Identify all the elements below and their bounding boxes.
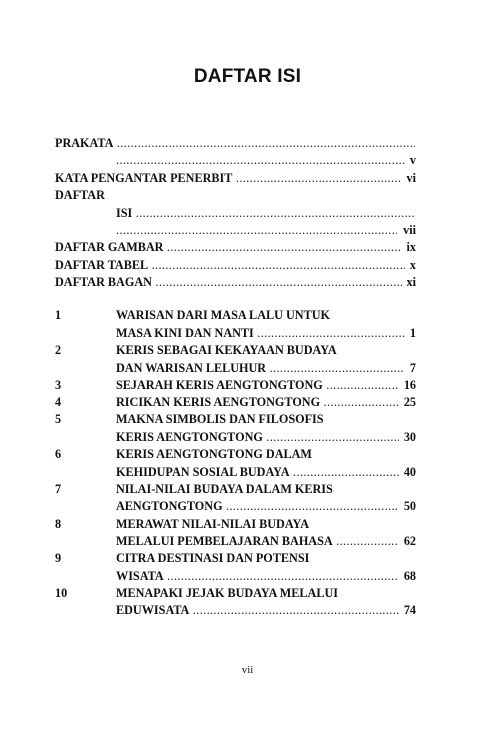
chapter-title: MENAPAKI JEJAK BUDAYA MELALUI	[116, 586, 338, 600]
chapter-title: MERAWAT NILAI-NILAI BUDAYA	[116, 517, 310, 531]
toc-entry-label: DAFTAR	[55, 188, 105, 202]
toc-page-number: 50	[399, 498, 416, 514]
toc-page-number: 30	[399, 429, 416, 445]
toc-entry-kata-pengantar[interactable]	[55, 170, 405, 186]
toc-page-number: vii	[397, 222, 416, 238]
toc-page-number: vi	[400, 170, 416, 186]
chapter-title-line[interactable]	[116, 394, 401, 410]
chapter-title-line[interactable]	[116, 481, 416, 497]
chapter-number: 7	[55, 482, 62, 496]
toc-entry-label: KATA PENGANTAR PENERBIT	[55, 171, 233, 185]
chapter-title: NILAI-NILAI BUDAYA DALAM KERIS	[116, 482, 333, 496]
chapter-title-line[interactable]	[116, 446, 416, 462]
chapter-number: 8	[55, 517, 62, 531]
toc-entry-daftar[interactable]	[55, 187, 175, 203]
chapter-title: EDUWISATA	[116, 603, 190, 617]
toc-page-number: 62	[399, 533, 416, 549]
chapter-title-line-2[interactable]	[116, 568, 401, 584]
chapter-title-line[interactable]	[116, 411, 416, 427]
toc-page-number: 25	[399, 394, 416, 410]
toc-entry-daftar-bagan[interactable]	[55, 274, 405, 290]
chapter-number: 2	[55, 343, 62, 357]
chapter-title-line[interactable]	[116, 342, 416, 358]
chapter-title: MASA KINI DAN NANTI	[116, 326, 254, 340]
toc-page-number: v	[405, 152, 416, 168]
toc-entry-isi[interactable]	[116, 205, 415, 221]
chapter-number: 1	[55, 308, 62, 322]
page-number-footer: vii	[241, 664, 254, 676]
chapter-title: RICIKAN KERIS AENGTONGTONG	[116, 395, 321, 409]
chapter-title-line-2[interactable]	[116, 325, 408, 341]
toc-page-number: 16	[399, 377, 416, 393]
toc-entry-isi-cont[interactable]	[116, 222, 398, 238]
chapter-title: KERIS AENGTONGTONG DALAM	[116, 447, 312, 461]
toc-entry-label: DAFTAR BAGAN	[55, 275, 152, 289]
chapter-title-line-2[interactable]	[116, 464, 401, 480]
toc-entry-label: ISI	[116, 206, 133, 220]
chapter-number: 5	[55, 412, 62, 426]
chapter-title-line[interactable]	[116, 550, 416, 566]
toc-entry-label: DAFTAR GAMBAR	[55, 240, 164, 254]
toc-page-number: ix	[402, 239, 416, 255]
toc-page-number: x	[405, 257, 416, 273]
toc-entry-daftar-tabel[interactable]	[55, 257, 408, 273]
toc-page-number: xi	[402, 274, 416, 290]
chapter-title-line-2[interactable]	[116, 360, 408, 376]
toc-page-number: 1	[405, 325, 416, 341]
toc-entry-label: DAFTAR TABEL	[55, 258, 149, 272]
toc-page-number: 74	[399, 602, 416, 618]
chapter-title: KERIS SEBAGAI KEKAYAAN BUDAYA	[116, 343, 337, 357]
chapter-title-line[interactable]	[116, 585, 416, 601]
chapter-number: 6	[55, 447, 62, 461]
chapter-title: WISATA	[116, 569, 164, 583]
toc-page-number: 40	[399, 464, 416, 480]
chapter-title-line[interactable]	[116, 377, 401, 393]
chapter-title: KEHIDUPAN SOSIAL BUDAYA	[116, 465, 290, 479]
chapter-number: 10	[55, 586, 68, 600]
chapter-title: CITRA DESTINASI DAN POTENSI	[116, 551, 310, 565]
chapter-title-line-2[interactable]	[116, 602, 401, 618]
chapter-title-line[interactable]	[116, 516, 416, 532]
chapter-number: 9	[55, 551, 62, 565]
toc-entry-daftar-gambar[interactable]	[55, 239, 405, 255]
toc-page-number: 68	[399, 568, 416, 584]
chapter-number: 4	[55, 395, 62, 409]
chapter-title: MELALUI PEMBELAJARAN BAHASA	[116, 534, 333, 548]
chapter-number: 3	[55, 378, 62, 392]
toc-entry-prakata-cont[interactable]	[116, 152, 407, 168]
page-title: DAFTAR ISI	[193, 66, 302, 87]
chapter-title-line[interactable]	[116, 307, 416, 323]
chapter-title: KERIS AENGTONGTONG	[116, 430, 263, 444]
chapter-title: SEJARAH KERIS AENGTONGTONG	[116, 378, 323, 392]
chapter-title-line-2[interactable]	[116, 429, 401, 445]
chapter-title-line-2[interactable]	[116, 498, 401, 514]
chapter-title: MAKNA SIMBOLIS DAN FILOSOFIS	[116, 412, 324, 426]
chapter-title: AENGTONGTONG	[116, 499, 223, 513]
chapter-title: DAN WARISAN LELUHUR	[116, 361, 267, 375]
toc-entry-prakata[interactable]	[55, 135, 415, 151]
chapter-title-line-2[interactable]	[116, 533, 401, 549]
chapter-title: WARISAN DARI MASA LALU UNTUK	[116, 308, 330, 322]
toc-page-number: 7	[405, 360, 416, 376]
toc-entry-label: PRAKATA	[55, 136, 114, 150]
